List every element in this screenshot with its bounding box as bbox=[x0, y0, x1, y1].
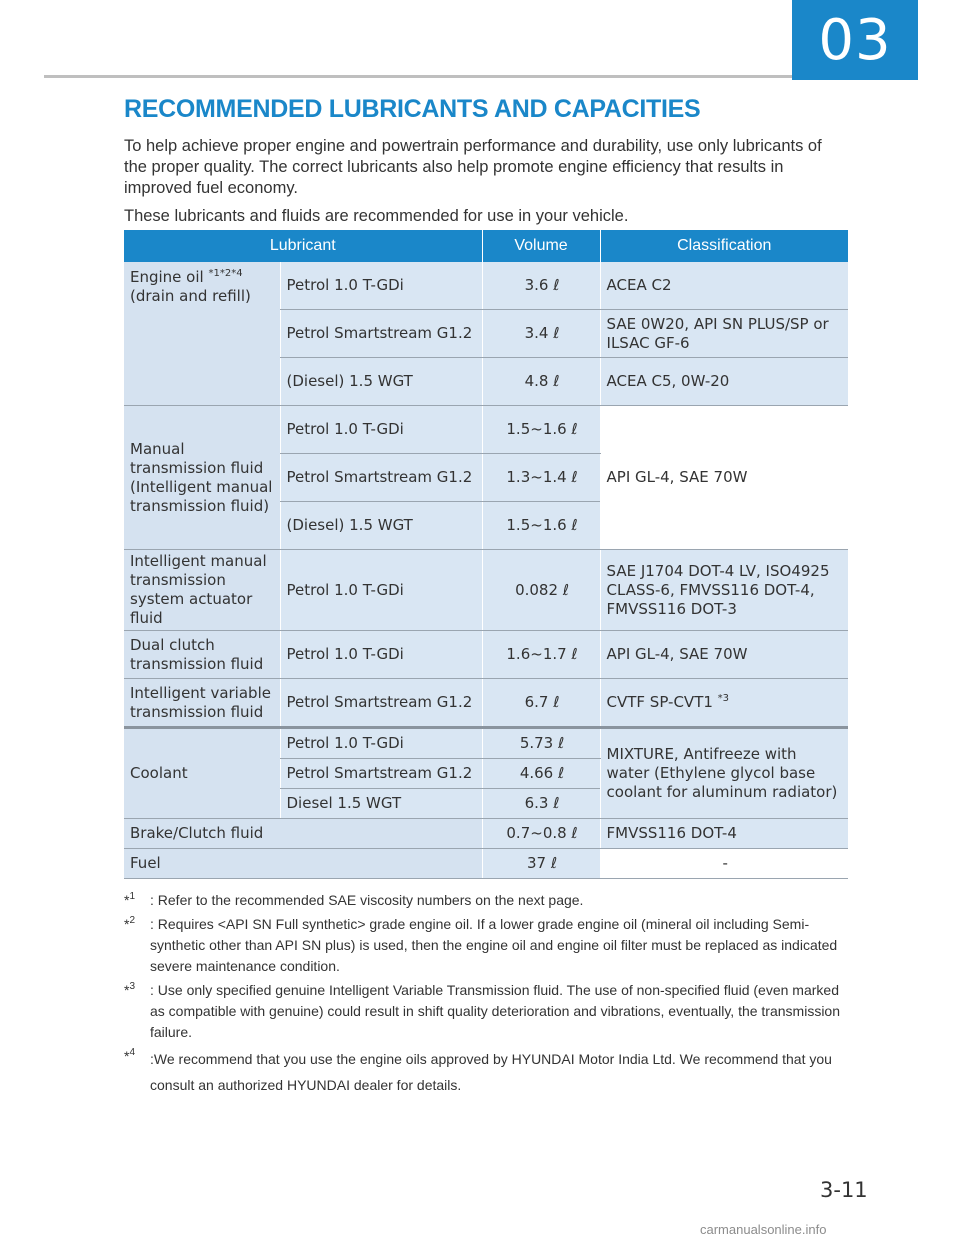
footnote-number: 3 bbox=[129, 981, 136, 992]
coolant-label: Coolant bbox=[124, 728, 280, 819]
footnote bbox=[124, 914, 854, 977]
header-rule bbox=[44, 75, 792, 78]
classification-cell: - bbox=[600, 849, 848, 879]
classification-cell: MIXTURE, Antifreeze with water (Ethylene glycol base coolant for aluminum radiator) bbox=[600, 728, 848, 819]
page-number: 3-11 bbox=[820, 1178, 868, 1202]
footnote-mark: *$^1$ bbox=[124, 891, 136, 908]
classification-cell: SAE 0W20, API SN PLUS/SP or ILSAC GF-6 bbox=[600, 310, 848, 358]
volume-cell: 1.5~1.6 ℓ bbox=[482, 406, 600, 454]
classification-cell: ACEA C5, 0W-20 bbox=[600, 358, 848, 406]
engine-cell: Petrol Smartstream G1.2 bbox=[280, 679, 482, 728]
table-row bbox=[124, 631, 848, 679]
engine-cell: (Diesel) 1.5 WGT bbox=[280, 358, 482, 406]
engine-cell: Petrol Smartstream G1.2 bbox=[280, 454, 482, 502]
lubricants-table bbox=[124, 230, 848, 879]
volume-cell: 4.66 ℓ bbox=[482, 759, 600, 789]
header-classification: Classification bbox=[600, 230, 848, 262]
intro-text bbox=[124, 136, 844, 234]
engine-cell: Petrol 1.0 T-GDi bbox=[280, 262, 482, 310]
footnote-number: 4 bbox=[129, 1047, 136, 1058]
header-volume: Volume bbox=[482, 230, 600, 262]
engine-cell: Petrol Smartstream G1.2 bbox=[280, 310, 482, 358]
intro-paragraph: To help achieve proper engine and powertrain performance and durability, use only lubricants of the proper quality. The correct lubricants also help promote engine efficiency that results in improved fuel economy. bbox=[124, 137, 822, 197]
volume-cell: 1.5~1.6 ℓ bbox=[482, 502, 600, 550]
volume-cell: 3.6 ℓ bbox=[482, 262, 600, 310]
brake-fluid-label: Brake/Clutch fluid bbox=[124, 819, 482, 849]
engine-cell: (Diesel) 1.5 WGT bbox=[280, 502, 482, 550]
imt-actuator-label: Intelligent manual transmission system actuator fluid bbox=[124, 550, 280, 631]
footnote-text: :We recommend that you use the engine oils approved by HYUNDAI Motor India Ltd. We recommend that you consult an authorized HYUNDAI dealer for details. bbox=[150, 1051, 832, 1093]
classification-cell: API GL-4, SAE 70W bbox=[600, 631, 848, 679]
engine-cell: Diesel 1.5 WGT bbox=[280, 789, 482, 819]
volume-cell: 1.3~1.4 ℓ bbox=[482, 454, 600, 502]
table-header-row bbox=[124, 230, 848, 262]
engine-cell: Petrol Smartstream G1.2 bbox=[280, 759, 482, 789]
volume-cell: 5.73 ℓ bbox=[482, 728, 600, 759]
footnotes bbox=[124, 890, 854, 1101]
footnote bbox=[124, 890, 854, 911]
table-row bbox=[124, 679, 848, 728]
engine-cell: Petrol 1.0 T-GDi bbox=[280, 406, 482, 454]
volume-cell: 0.7~0.8 ℓ bbox=[482, 819, 600, 849]
volume-cell: 4.8 ℓ bbox=[482, 358, 600, 406]
table-row bbox=[124, 262, 848, 310]
table-row bbox=[124, 406, 848, 454]
volume-cell: 6.3 ℓ bbox=[482, 789, 600, 819]
ivt-footnote-mark: *3 bbox=[717, 693, 730, 704]
table-row bbox=[124, 550, 848, 631]
volume-cell: 6.7 ℓ bbox=[482, 679, 600, 728]
engine-oil-name: Engine oil bbox=[130, 268, 209, 286]
intro-paragraph: These lubricants and fluids are recommended for use in your vehicle. bbox=[124, 207, 629, 225]
footnote-text: : Requires <API SN Full synthetic> grade engine oil. If a lower grade engine oil (mineral oil including Semi-synthetic other than API SN plus) is used, then the engine oil and engine oil filter must be replaced as indicated severe maintenance condition. bbox=[150, 916, 838, 974]
classification-cell: ACEA C2 bbox=[600, 262, 848, 310]
engine-cell: Petrol 1.0 T-GDi bbox=[280, 631, 482, 679]
engine-cell: Petrol 1.0 T-GDi bbox=[280, 728, 482, 759]
footnote-text: : Refer to the recommended SAE viscosity numbers on the next page. bbox=[150, 892, 584, 908]
footnote-mark: *$^4$ bbox=[124, 1047, 136, 1064]
footnote bbox=[124, 980, 854, 1043]
page-title: RECOMMENDED LUBRICANTS AND CAPACITIES bbox=[124, 95, 701, 123]
engine-cell: Petrol 1.0 T-GDi bbox=[280, 550, 482, 631]
dct-label: Dual clutch transmission fluid bbox=[124, 631, 280, 679]
classification-cell: SAE J1704 DOT-4 LV, ISO4925 CLASS-6, FMVSS116 DOT-4, FMVSS116 DOT-3 bbox=[600, 550, 848, 631]
volume-cell: 37 ℓ bbox=[482, 849, 600, 879]
header-lubricant: Lubricant bbox=[124, 230, 482, 262]
manual-transmission-label: Manual transmission fluid (Intelligent manual transmission fluid) bbox=[124, 406, 280, 550]
footnote-mark: *$^2$ bbox=[124, 915, 136, 932]
classification-cell: FMVSS116 DOT-4 bbox=[600, 819, 848, 849]
engine-oil-sublabel: (drain and refill) bbox=[130, 287, 251, 305]
footnote-text: : Use only specified genuine Intelligent Variable Transmission fluid. The use of non-specified fluid (even marked as compatible with genuine) could result in shift quality deterioration and vibrations, eventually, the transmission failure. bbox=[150, 982, 840, 1040]
ivt-label: Intelligent variable transmission fluid bbox=[124, 679, 280, 728]
volume-cell: 3.4 ℓ bbox=[482, 310, 600, 358]
ivt-classification: CVTF SP-CVT1 bbox=[606, 693, 718, 711]
engine-oil-footnote-marks: *1*2*4 bbox=[208, 268, 243, 279]
footnote bbox=[124, 1046, 854, 1098]
chapter-tab: 03 bbox=[792, 0, 918, 80]
table-row bbox=[124, 849, 848, 879]
footnote-number: 2 bbox=[129, 915, 136, 926]
footnote-number: 1 bbox=[129, 891, 136, 902]
engine-oil-label bbox=[124, 262, 280, 406]
volume-cell: 0.082 ℓ bbox=[482, 550, 600, 631]
classification-cell: API GL-4, SAE 70W bbox=[600, 406, 848, 550]
table-row bbox=[124, 728, 848, 759]
table-row bbox=[124, 819, 848, 849]
fuel-label: Fuel bbox=[124, 849, 482, 879]
footnote-mark: *$^3$ bbox=[124, 981, 136, 998]
watermark: carmanualsonline.info bbox=[700, 1222, 827, 1237]
volume-cell: 1.6~1.7 ℓ bbox=[482, 631, 600, 679]
classification-cell bbox=[600, 679, 848, 728]
